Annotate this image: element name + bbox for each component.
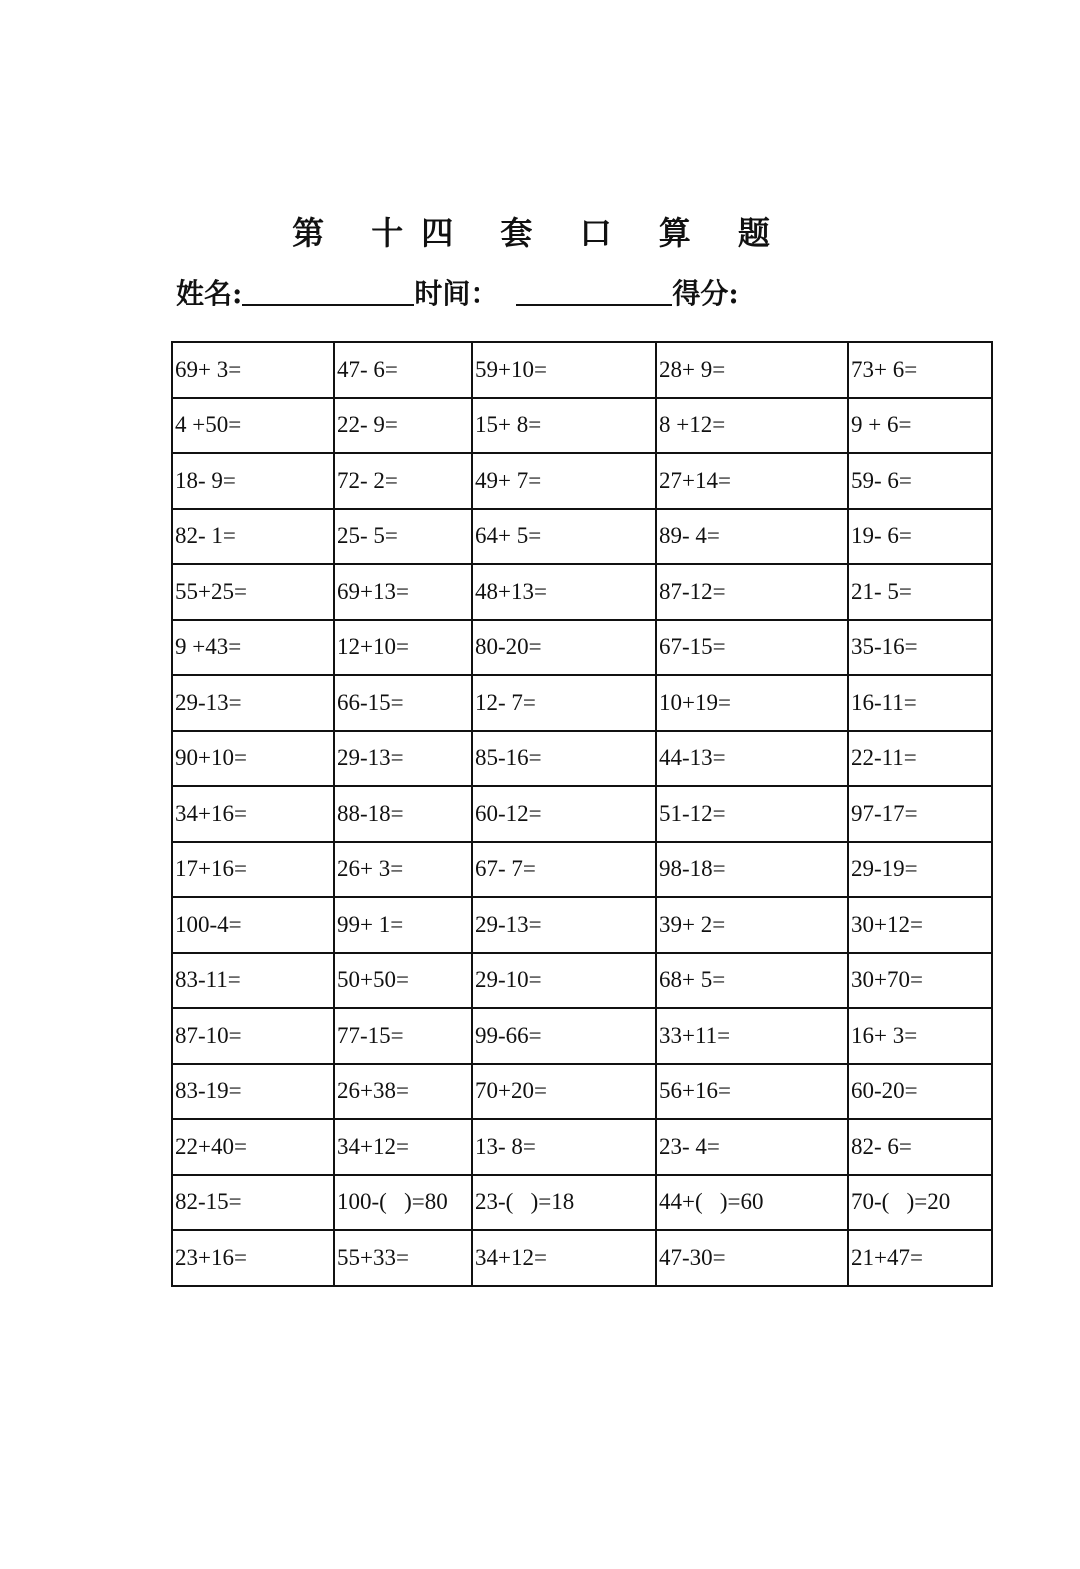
problem-cell: 22- 9= [334, 398, 472, 454]
problem-cell: 22-11= [848, 731, 992, 787]
problem-cell: 99-66= [472, 1008, 656, 1064]
problem-cell: 25- 5= [334, 509, 472, 565]
problem-cell: 100-( )=80 [334, 1175, 472, 1231]
problem-cell: 67- 7= [472, 842, 656, 898]
problem-cell: 59- 6= [848, 453, 992, 509]
problem-cell: 29-19= [848, 842, 992, 898]
score-label: 得分: [672, 277, 739, 310]
problem-cell: 50+50= [334, 953, 472, 1009]
problem-cell: 77-15= [334, 1008, 472, 1064]
problem-row [172, 1119, 992, 1175]
problem-row [172, 1008, 992, 1064]
problem-cell: 85-16= [472, 731, 656, 787]
problem-cell: 47-30= [656, 1230, 848, 1286]
problem-cell: 98-18= [656, 842, 848, 898]
problem-cell: 55+25= [172, 564, 334, 620]
problem-cell: 88-18= [334, 786, 472, 842]
problem-cell: 4 +50= [172, 398, 334, 454]
problem-cell: 23+16= [172, 1230, 334, 1286]
problem-cell: 70-( )=20 [848, 1175, 992, 1231]
problem-cell: 16+ 3= [848, 1008, 992, 1064]
problem-cell: 19- 6= [848, 509, 992, 565]
problem-cell: 15+ 8= [472, 398, 656, 454]
problem-cell: 10+19= [656, 675, 848, 731]
time-label: 时间： [414, 277, 499, 310]
problem-row [172, 1064, 992, 1120]
problem-cell: 97-17= [848, 786, 992, 842]
problem-cell: 83-19= [172, 1064, 334, 1120]
problem-cell: 17+16= [172, 842, 334, 898]
problem-cell: 70+20= [472, 1064, 656, 1120]
problem-cell: 34+12= [334, 1119, 472, 1175]
problem-cell: 9 + 6= [848, 398, 992, 454]
problem-cell: 18- 9= [172, 453, 334, 509]
problem-cell: 26+ 3= [334, 842, 472, 898]
problem-cell: 39+ 2= [656, 897, 848, 953]
problem-row [172, 342, 992, 398]
problem-row [172, 453, 992, 509]
problem-row [172, 509, 992, 565]
problem-cell: 69+13= [334, 564, 472, 620]
problem-cell: 87-10= [172, 1008, 334, 1064]
problem-cell: 35-16= [848, 620, 992, 676]
problem-cell: 12- 7= [472, 675, 656, 731]
problem-cell: 90+10= [172, 731, 334, 787]
time-blank[interactable] [516, 270, 672, 306]
problem-cell: 59+10= [472, 342, 656, 398]
problem-row [172, 620, 992, 676]
problem-cell: 69+ 3= [172, 342, 334, 398]
problem-row [172, 731, 992, 787]
problem-cell: 33+11= [656, 1008, 848, 1064]
problem-cell: 27+14= [656, 453, 848, 509]
problem-row [172, 1175, 992, 1231]
problem-cell: 29-13= [472, 897, 656, 953]
problem-cell: 21+47= [848, 1230, 992, 1286]
problem-cell: 67-15= [656, 620, 848, 676]
student-info-line [176, 266, 739, 312]
problem-cell: 26+38= [334, 1064, 472, 1120]
problem-row [172, 953, 992, 1009]
problem-cell: 64+ 5= [472, 509, 656, 565]
problem-row [172, 842, 992, 898]
problem-cell: 82- 6= [848, 1119, 992, 1175]
problem-cell: 23- 4= [656, 1119, 848, 1175]
problem-cell: 51-12= [656, 786, 848, 842]
problem-cell: 56+16= [656, 1064, 848, 1120]
worksheet-title: 第 十四 套 口 算 题 [292, 214, 788, 252]
problem-row [172, 398, 992, 454]
problem-cell: 8 +12= [656, 398, 848, 454]
problem-cell: 28+ 9= [656, 342, 848, 398]
problem-cell: 83-11= [172, 953, 334, 1009]
problem-row [172, 564, 992, 620]
problem-row [172, 1230, 992, 1286]
problem-cell: 44+( )=60 [656, 1175, 848, 1231]
problem-cell: 80-20= [472, 620, 656, 676]
problem-row [172, 897, 992, 953]
problem-cell: 34+12= [472, 1230, 656, 1286]
problem-cell: 9 +43= [172, 620, 334, 676]
problem-cell: 16-11= [848, 675, 992, 731]
problem-cell: 29-13= [334, 731, 472, 787]
problem-cell: 23-( )=18 [472, 1175, 656, 1231]
problem-cell: 49+ 7= [472, 453, 656, 509]
problem-cell: 21- 5= [848, 564, 992, 620]
problem-cell: 100-4= [172, 897, 334, 953]
problem-cell: 30+70= [848, 953, 992, 1009]
problem-cell: 82-15= [172, 1175, 334, 1231]
problem-cell: 29-10= [472, 953, 656, 1009]
problem-cell: 12+10= [334, 620, 472, 676]
problem-cell: 48+13= [472, 564, 656, 620]
problem-cell: 47- 6= [334, 342, 472, 398]
problem-cell: 89- 4= [656, 509, 848, 565]
problem-row [172, 675, 992, 731]
name-label: 姓名: [176, 277, 243, 310]
problem-cell: 22+40= [172, 1119, 334, 1175]
problem-cell: 66-15= [334, 675, 472, 731]
problem-cell: 55+33= [334, 1230, 472, 1286]
problem-cell: 73+ 6= [848, 342, 992, 398]
problem-grid [171, 341, 993, 1287]
problem-cell: 99+ 1= [334, 897, 472, 953]
problem-row [172, 786, 992, 842]
problem-cell: 34+16= [172, 786, 334, 842]
problem-cell: 87-12= [656, 564, 848, 620]
problem-cell: 13- 8= [472, 1119, 656, 1175]
problem-cell: 60-12= [472, 786, 656, 842]
problem-cell: 29-13= [172, 675, 334, 731]
problem-cell: 68+ 5= [656, 953, 848, 1009]
problem-cell: 72- 2= [334, 453, 472, 509]
problem-cell: 60-20= [848, 1064, 992, 1120]
name-blank[interactable] [242, 270, 414, 306]
problem-cell: 82- 1= [172, 509, 334, 565]
problem-cell: 44-13= [656, 731, 848, 787]
problem-cell: 30+12= [848, 897, 992, 953]
